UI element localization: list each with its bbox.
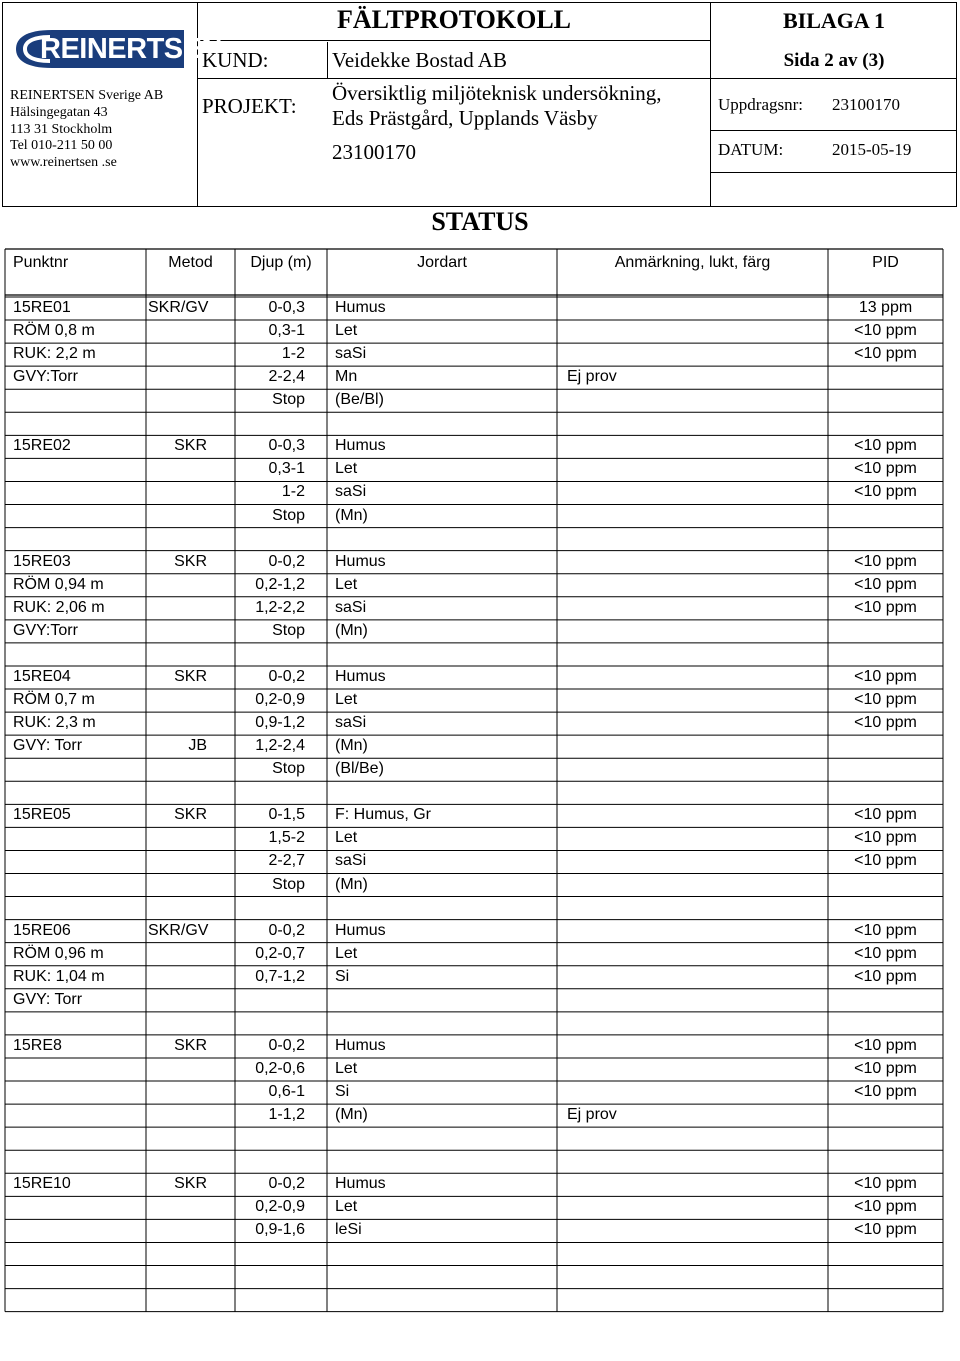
table-cell: RUK: 2,2 m xyxy=(13,345,96,363)
table-cell: saSi xyxy=(335,852,367,870)
table-cell: <10 ppm xyxy=(854,1175,917,1193)
table-cell: GVY: Torr xyxy=(13,990,83,1008)
table-cell: <10 ppm xyxy=(854,852,917,870)
table-cell: 0-0,3 xyxy=(268,299,305,316)
page-indicator: Sida 2 av (3) xyxy=(783,50,885,71)
kund-label: KUND: xyxy=(202,48,269,72)
table-cell: (Mn) xyxy=(335,506,368,524)
table-cell: GVY: Torr xyxy=(13,737,83,755)
table-cell: 0,2-1,2 xyxy=(255,575,305,593)
table-cell: <10 ppm xyxy=(854,345,917,363)
table-cell: <10 ppm xyxy=(854,829,917,847)
table-cell: 15RE05 xyxy=(13,806,71,824)
table-cell: <10 ppm xyxy=(854,437,917,455)
document-title: FÄLTPROTOKOLL xyxy=(336,5,572,34)
table-cell: Humus xyxy=(335,1175,386,1193)
header-rule-3 xyxy=(711,130,957,131)
table-cell: saSi xyxy=(335,483,367,501)
table-cell: 0,9-1,2 xyxy=(255,714,305,732)
table-cell: <10 ppm xyxy=(854,1059,917,1077)
table-cell: SKR xyxy=(174,1175,207,1193)
status-title: STATUS xyxy=(431,207,529,236)
table-cell: SKR xyxy=(174,806,207,824)
table-cell: <10 ppm xyxy=(854,552,917,570)
column-header: Anmärkning, lukt, färg xyxy=(614,254,771,271)
table-cell: <10 ppm xyxy=(854,806,917,824)
table-cell: 0-0,2 xyxy=(268,1175,305,1193)
column-header: Jordart xyxy=(417,254,467,271)
table-cell: <10 ppm xyxy=(854,483,917,501)
table-cell: (Mn) xyxy=(335,621,368,639)
projekt-line-1: Översiktlig miljöteknisk undersökning, xyxy=(332,81,662,105)
table-cell: (Mn) xyxy=(335,875,368,893)
table-cell: RUK: 2,06 m xyxy=(13,598,105,616)
company-city: 113 31 Stockholm xyxy=(10,122,113,137)
table-cell: <10 ppm xyxy=(854,944,917,962)
table-cell: RUK: 1,04 m xyxy=(13,967,105,985)
uppdrag-label: Uppdragsnr: xyxy=(718,95,803,114)
header-rule-2 xyxy=(198,78,957,79)
table-cell: 1-2 xyxy=(281,345,305,363)
table-cell: 1-2 xyxy=(281,483,305,501)
datum-value: 2015-05-19 xyxy=(832,140,912,159)
table-cell: Stop xyxy=(272,506,305,524)
table-cell: Si xyxy=(335,967,350,985)
table-cell: 0,2-0,9 xyxy=(255,1198,305,1216)
header-divider-kund xyxy=(327,42,328,78)
table-cell: JB xyxy=(188,737,207,755)
table-cell: RÖM 0,94 m xyxy=(13,575,104,593)
table-cell: (Mn) xyxy=(335,1106,368,1124)
table-cell: <10 ppm xyxy=(854,714,917,732)
table-cell: <10 ppm xyxy=(854,575,917,593)
company-logo xyxy=(12,26,222,72)
table-cell: Humus xyxy=(335,299,386,316)
table-cell: Stop xyxy=(272,391,305,409)
table-cell: (Bl/Be) xyxy=(335,760,384,778)
table-cell: <10 ppm xyxy=(854,967,917,985)
table-cell: SKR/GV xyxy=(148,299,209,316)
table-cell: <10 ppm xyxy=(854,1221,917,1239)
table-cell: Stop xyxy=(272,875,305,893)
table-cell: <10 ppm xyxy=(854,1083,917,1101)
table-cell: 15RE03 xyxy=(13,552,71,570)
table-cell: 0,6-1 xyxy=(268,1083,305,1101)
table-cell: Let xyxy=(335,944,358,962)
table-cell: GVY:Torr xyxy=(13,368,78,386)
table-cell: Let xyxy=(335,1059,358,1077)
table-cell: <10 ppm xyxy=(854,322,917,340)
header-rule-1 xyxy=(198,40,710,41)
uppdrag-value: 23100170 xyxy=(832,95,900,114)
table-cell: 0-0,2 xyxy=(268,667,305,685)
table-cell: 0,2-0,6 xyxy=(255,1059,305,1077)
company-name: REINERTSEN Sverige AB xyxy=(10,88,164,103)
table-cell: saSi xyxy=(335,345,367,363)
table-cell: Stop xyxy=(272,760,305,778)
header-border-top xyxy=(2,2,957,3)
table-cell: Let xyxy=(335,691,358,709)
table-cell: <10 ppm xyxy=(854,598,917,616)
table-cell: leSi xyxy=(335,1221,362,1239)
table-cell: Humus xyxy=(335,921,386,939)
table-cell: 0,3-1 xyxy=(268,322,305,340)
header-border-left xyxy=(2,2,3,207)
table-cell: 15RE10 xyxy=(13,1175,71,1193)
table-cell: 15RE8 xyxy=(13,1036,62,1054)
table-cell: Humus xyxy=(335,437,386,455)
table-cell: Ej prov xyxy=(567,368,617,386)
table-cell: 2-2,7 xyxy=(268,852,305,870)
table-cell: Let xyxy=(335,829,358,847)
table-cell: 1-1,2 xyxy=(268,1106,305,1124)
header-rule-4 xyxy=(711,172,957,173)
column-header: PID xyxy=(872,254,899,271)
projekt-label: PROJEKT: xyxy=(202,94,297,118)
table-cell: 0-0,2 xyxy=(268,921,305,939)
table-cell: <10 ppm xyxy=(854,1036,917,1054)
table-cell: 0-0,3 xyxy=(268,437,305,455)
table-cell: SKR xyxy=(174,1036,207,1054)
table-cell: 0,7-1,2 xyxy=(255,967,305,985)
table-cell: 0-1,5 xyxy=(268,806,305,824)
table-cell: Let xyxy=(335,322,358,340)
column-header: Punktnr xyxy=(13,254,69,271)
table-cell: 1,2-2,4 xyxy=(255,737,305,755)
column-header: Metod xyxy=(168,254,213,271)
appendix-label: BILAGA 1 xyxy=(782,8,886,33)
table-cell: Mn xyxy=(335,368,358,386)
table-cell: 13 ppm xyxy=(858,299,913,316)
table-cell: 1,5-2 xyxy=(268,829,305,847)
projekt-line-2: Eds Prästgård, Upplands Väsby xyxy=(332,106,598,130)
table-cell: SKR xyxy=(174,667,207,685)
table-cell: 15RE04 xyxy=(13,667,71,685)
table-cell: saSi xyxy=(335,598,367,616)
table-cell: Si xyxy=(335,1083,350,1101)
table-cell: <10 ppm xyxy=(854,460,917,478)
table-cell: 0,2-0,9 xyxy=(255,691,305,709)
table-cell: 1,2-2,2 xyxy=(255,598,305,616)
column-header: Djup (m) xyxy=(250,254,312,271)
table-cell: Stop xyxy=(272,621,305,639)
table-cell: Let xyxy=(335,575,358,593)
table-cell: 0,3-1 xyxy=(268,460,305,478)
table-cell: 0,2-0,7 xyxy=(255,944,305,962)
table-cell: <10 ppm xyxy=(854,1198,917,1216)
table-cell: 0-0,2 xyxy=(268,1036,305,1054)
table-cell: 15RE02 xyxy=(13,437,71,455)
table-cell: (Mn) xyxy=(335,737,368,755)
table-cell: SKR/GV xyxy=(148,921,209,939)
logo-wordmark: REINERTSEN xyxy=(40,33,222,65)
table-cell: Humus xyxy=(335,1036,386,1054)
table-cell: RÖM 0,7 m xyxy=(13,691,95,709)
table-cell: Humus xyxy=(335,552,386,570)
table-cell: Let xyxy=(335,460,358,478)
table-cell: <10 ppm xyxy=(854,691,917,709)
table-cell: Let xyxy=(335,1198,358,1216)
table-cell: RUK: 2,3 m xyxy=(13,714,96,732)
table-cell: Ej prov xyxy=(567,1106,617,1124)
table-cell: RÖM 0,96 m xyxy=(13,944,104,962)
table-cell: 0-0,2 xyxy=(268,552,305,570)
table-cell: RÖM 0,8 m xyxy=(13,322,95,340)
datum-label: DATUM: xyxy=(718,140,784,159)
company-street: Hälsingegatan 43 xyxy=(10,105,108,120)
table-cell: SKR xyxy=(174,437,207,455)
table-cell: <10 ppm xyxy=(854,667,917,685)
table-cell: 15RE01 xyxy=(13,299,71,316)
projekt-number: 23100170 xyxy=(332,140,416,164)
table-cell: 0,9-1,6 xyxy=(255,1221,305,1239)
company-phone: Tel 010-211 50 00 xyxy=(10,138,113,153)
table-cell: F: Humus, Gr xyxy=(335,806,432,824)
table-cell: SKR xyxy=(174,552,207,570)
table-cell: <10 ppm xyxy=(854,921,917,939)
table-cell: Humus xyxy=(335,667,386,685)
table-cell: 15RE06 xyxy=(13,921,71,939)
kund-value: Veidekke Bostad AB xyxy=(332,48,507,72)
table-cell: (Be/Bl) xyxy=(335,391,384,409)
company-website: www.reinertsen .se xyxy=(10,155,117,170)
table-cell: saSi xyxy=(335,714,367,732)
table-cell: GVY:Torr xyxy=(13,621,78,639)
table-cell: 2-2,4 xyxy=(268,368,305,386)
document-header xyxy=(2,2,957,207)
